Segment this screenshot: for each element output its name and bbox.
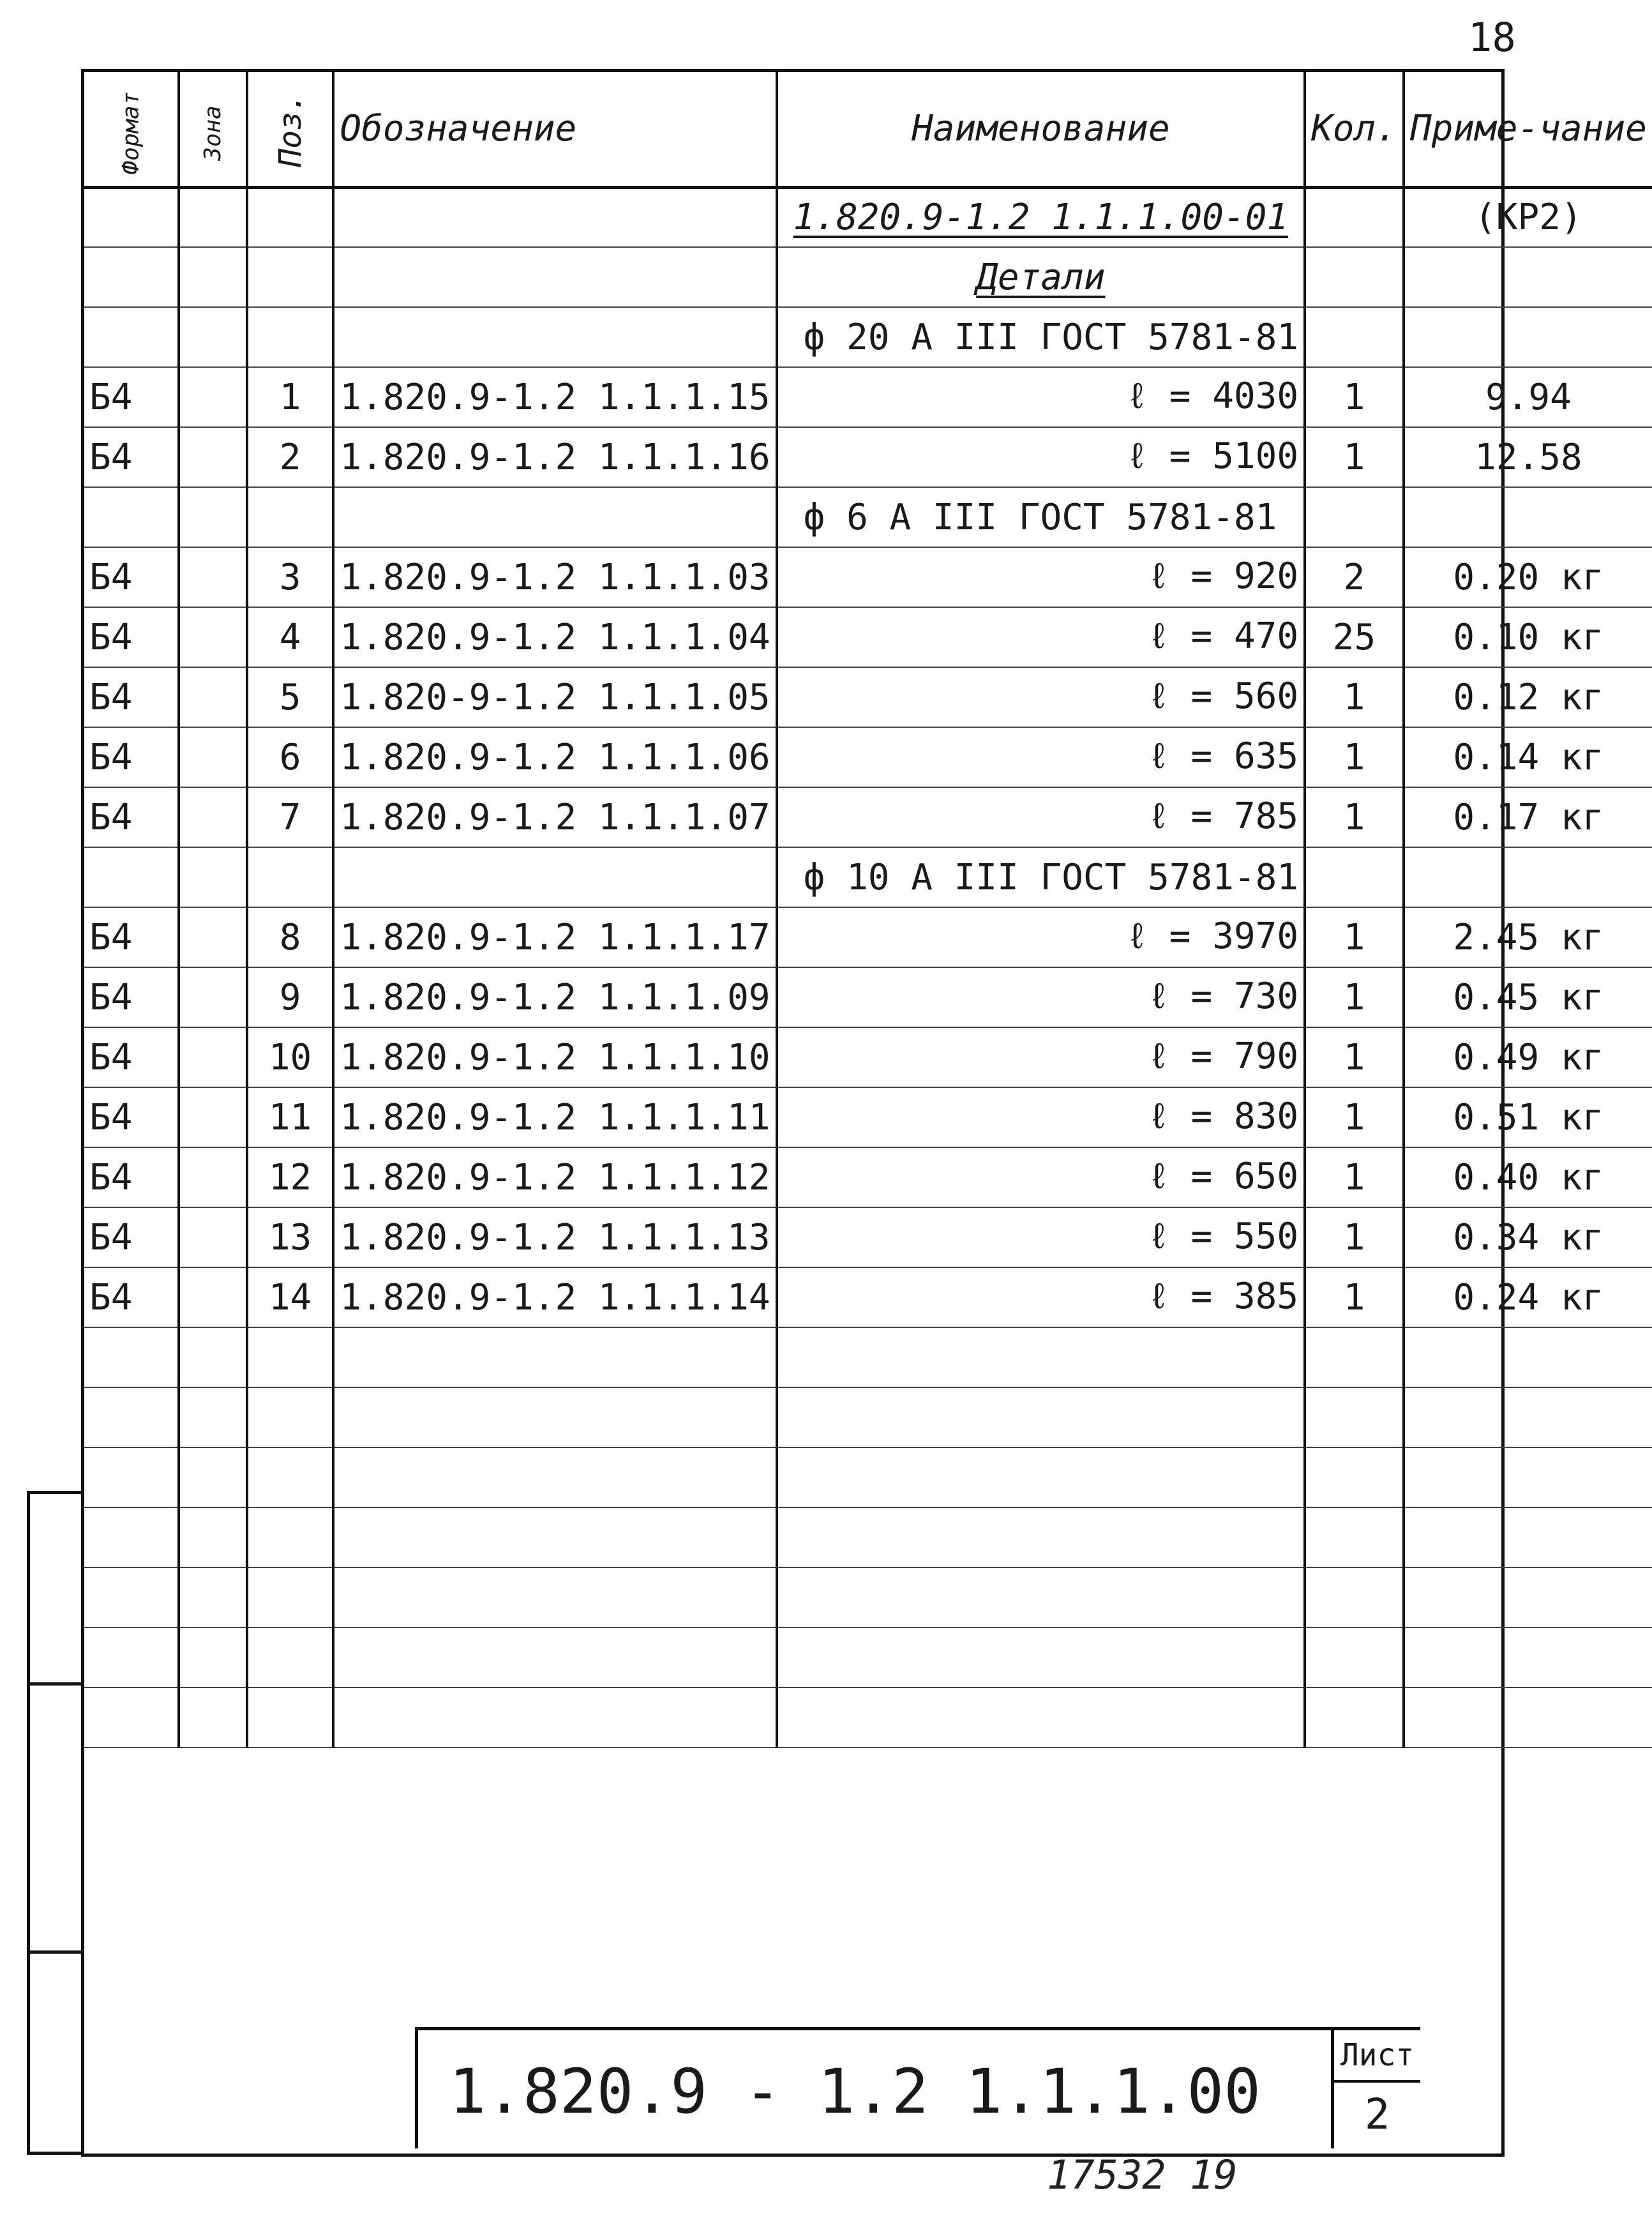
qty-cell <box>1305 1567 1404 1627</box>
format-cell: Б4 <box>84 547 179 607</box>
zone-cell <box>179 367 247 427</box>
format-cell: Б4 <box>84 1087 179 1147</box>
qty-cell <box>1305 247 1404 307</box>
table-row <box>84 367 1652 427</box>
pos-cell <box>247 487 334 547</box>
format-cell: Б4 <box>84 907 179 967</box>
zone-cell <box>179 1687 247 1747</box>
document-designation: 1.820.9 - 1.2 1.1.1.00 <box>449 2056 1261 2127</box>
designation-cell: 1.820.9-1.2 1.1.1.13 <box>333 1207 776 1267</box>
note-cell: 0.45 кг <box>1404 967 1652 1027</box>
table-row <box>84 967 1652 1027</box>
note-cell: 0.20 кг <box>1404 547 1652 607</box>
qty-cell <box>1305 187 1404 247</box>
table-row <box>84 787 1652 847</box>
zone-cell <box>179 1027 247 1087</box>
pos-cell: 7 <box>247 787 334 847</box>
designation-cell <box>333 247 776 307</box>
qty-cell: 1 <box>1305 967 1404 1027</box>
qty-cell <box>1305 307 1404 367</box>
designation-cell <box>333 1507 776 1567</box>
page-number: 18 <box>1468 14 1516 61</box>
pos-cell: 5 <box>247 667 334 727</box>
format-cell: Б4 <box>84 727 179 787</box>
format-cell: Б4 <box>84 1027 179 1087</box>
note-cell: 9.94 <box>1404 367 1652 427</box>
pos-cell: 6 <box>247 727 334 787</box>
designation-cell <box>333 307 776 367</box>
table-row <box>84 727 1652 787</box>
note-cell <box>1404 1507 1652 1567</box>
format-cell: Б4 <box>84 427 179 487</box>
qty-cell: 1 <box>1305 1087 1404 1147</box>
note-cell: 0.17 кг <box>1404 787 1652 847</box>
qty-cell <box>1305 1507 1404 1567</box>
zone-cell <box>179 727 247 787</box>
note-cell: 0.40 кг <box>1404 1147 1652 1207</box>
note-cell: 0.10 кг <box>1404 607 1652 667</box>
table-row <box>84 247 1652 307</box>
format-cell <box>84 1447 179 1507</box>
format-cell <box>84 1507 179 1567</box>
name-cell <box>777 1447 1305 1507</box>
archive-stamp: 17532 19 <box>1047 2152 1238 2198</box>
table-row <box>84 1627 1652 1687</box>
binding-divider <box>30 1682 84 1686</box>
spec-table <box>84 72 1652 1748</box>
format-cell <box>84 307 179 367</box>
format-cell: Б4 <box>84 787 179 847</box>
zone-cell <box>179 1267 247 1327</box>
table-row <box>84 1507 1652 1567</box>
note-cell <box>1404 1687 1652 1747</box>
format-cell <box>84 1687 179 1747</box>
col-note: Приме-чание <box>1404 72 1652 187</box>
format-cell: Б4 <box>84 667 179 727</box>
note-cell <box>1404 247 1652 307</box>
name-cell: ℓ = 790 <box>777 1027 1305 1087</box>
qty-cell: 25 <box>1305 607 1404 667</box>
qty-cell: 1 <box>1305 1267 1404 1327</box>
name-cell <box>777 1687 1305 1747</box>
note-cell: 0.49 кг <box>1404 1027 1652 1087</box>
designation-cell <box>333 1447 776 1507</box>
pos-cell: 3 <box>247 547 334 607</box>
sheet-number: 2 <box>1364 2090 1390 2139</box>
name-cell: ф 6 А III ГОСТ 5781-81 <box>777 487 1305 547</box>
pos-cell <box>247 1507 334 1567</box>
note-cell: 2.45 кг <box>1404 907 1652 967</box>
table-row <box>84 427 1652 487</box>
name-cell: 1.820.9-1.2 1.1.1.00-01 <box>777 187 1305 247</box>
table-row <box>84 847 1652 907</box>
designation-cell: 1.820-9-1.2 1.1.1.05 <box>333 667 776 727</box>
designation-cell: 1.820.9-1.2 1.1.1.07 <box>333 787 776 847</box>
qty-cell: 2 <box>1305 547 1404 607</box>
note-cell: 0.12 кг <box>1404 667 1652 727</box>
designation-cell <box>333 187 776 247</box>
format-cell <box>84 1627 179 1687</box>
pos-cell: 13 <box>247 1207 334 1267</box>
table-header <box>84 72 1652 187</box>
name-cell <box>777 1327 1305 1387</box>
zone-cell <box>179 1147 247 1207</box>
note-cell <box>1404 307 1652 367</box>
format-cell: Б4 <box>84 1147 179 1207</box>
col-pos: Поз. <box>247 72 334 187</box>
format-cell: Б4 <box>84 1207 179 1267</box>
name-cell: ℓ = 635 <box>777 727 1305 787</box>
name-cell: ℓ = 785 <box>777 787 1305 847</box>
col-designation: Обозначение <box>333 72 776 187</box>
name-cell: ℓ = 830 <box>777 1087 1305 1147</box>
zone-cell <box>179 1387 247 1447</box>
note-cell <box>1404 1627 1652 1687</box>
format-cell: Б4 <box>84 967 179 1027</box>
qty-cell <box>1305 1447 1404 1507</box>
qty-cell <box>1305 1327 1404 1387</box>
qty-cell <box>1305 1387 1404 1447</box>
note-cell: (КР2) <box>1404 187 1652 247</box>
name-cell: ℓ = 470 <box>777 607 1305 667</box>
qty-cell: 1 <box>1305 667 1404 727</box>
name-cell: ℓ = 3970 <box>777 907 1305 967</box>
qty-cell: 1 <box>1305 787 1404 847</box>
zone-cell <box>179 787 247 847</box>
pos-cell <box>247 1387 334 1447</box>
pos-cell <box>247 847 334 907</box>
note-cell: 12.58 <box>1404 427 1652 487</box>
table-row <box>84 1147 1652 1207</box>
pos-cell <box>247 1567 334 1627</box>
designation-cell: 1.820.9-1.2 1.1.1.10 <box>333 1027 776 1087</box>
zone-cell <box>179 1507 247 1567</box>
name-cell: Детали <box>777 247 1305 307</box>
format-cell <box>84 487 179 547</box>
table-row <box>84 1567 1652 1627</box>
qty-cell: 1 <box>1305 367 1404 427</box>
pos-cell <box>247 1627 334 1687</box>
zone-cell <box>179 487 247 547</box>
table-row <box>84 1447 1652 1507</box>
designation-cell <box>333 1687 776 1747</box>
name-cell <box>777 1567 1305 1627</box>
col-name: Наименование <box>777 72 1305 187</box>
designation-cell <box>333 487 776 547</box>
pos-cell <box>247 1447 334 1507</box>
zone-cell <box>179 667 247 727</box>
name-cell <box>777 1387 1305 1447</box>
format-cell <box>84 847 179 907</box>
qty-cell <box>1305 1687 1404 1747</box>
format-cell <box>84 247 179 307</box>
designation-cell <box>333 1387 776 1447</box>
table-row <box>84 547 1652 607</box>
zone-cell <box>179 307 247 367</box>
note-cell <box>1404 1567 1652 1627</box>
pos-cell: 2 <box>247 427 334 487</box>
format-cell: Б4 <box>84 1267 179 1327</box>
pos-cell: 4 <box>247 607 334 667</box>
qty-cell <box>1305 487 1404 547</box>
zone-cell <box>179 1567 247 1627</box>
sheet-label: Лист <box>1334 2030 1420 2083</box>
name-cell: ℓ = 560 <box>777 667 1305 727</box>
zone-cell <box>179 907 247 967</box>
name-cell: ф 20 А III ГОСТ 5781-81 <box>777 307 1305 367</box>
zone-cell <box>179 1207 247 1267</box>
name-cell: ℓ = 4030 <box>777 367 1305 427</box>
designation-cell <box>333 1567 776 1627</box>
name-cell: ℓ = 5100 <box>777 427 1305 487</box>
qty-cell: 1 <box>1305 1207 1404 1267</box>
name-cell: ℓ = 650 <box>777 1147 1305 1207</box>
qty-cell <box>1305 1627 1404 1687</box>
designation-cell: 1.820.9-1.2 1.1.1.03 <box>333 547 776 607</box>
table-row <box>84 1687 1652 1747</box>
pos-cell: 14 <box>247 1267 334 1327</box>
note-cell <box>1404 1387 1652 1447</box>
binding-divider <box>30 1950 84 1954</box>
table-row <box>84 1087 1652 1147</box>
format-cell <box>84 187 179 247</box>
format-cell <box>84 1327 179 1387</box>
designation-cell: 1.820.9-1.2 1.1.1.06 <box>333 727 776 787</box>
binding-margin <box>27 1491 81 2155</box>
designation-cell: 1.820.9-1.2 1.1.1.09 <box>333 967 776 1027</box>
note-cell: 0.24 кг <box>1404 1267 1652 1327</box>
zone-cell <box>179 1447 247 1507</box>
name-cell: ф 10 А III ГОСТ 5781-81 <box>777 847 1305 907</box>
zone-cell <box>179 967 247 1027</box>
qty-cell: 1 <box>1305 727 1404 787</box>
pos-cell: 8 <box>247 907 334 967</box>
pos-cell <box>247 1327 334 1387</box>
zone-cell <box>179 427 247 487</box>
format-cell <box>84 1567 179 1627</box>
pos-cell <box>247 1687 334 1747</box>
pos-cell: 12 <box>247 1147 334 1207</box>
zone-cell <box>179 1327 247 1387</box>
name-cell: ℓ = 550 <box>777 1207 1305 1267</box>
format-cell: Б4 <box>84 367 179 427</box>
col-format: Формат <box>84 72 179 187</box>
table-row <box>84 607 1652 667</box>
zone-cell <box>179 187 247 247</box>
note-cell <box>1404 487 1652 547</box>
pos-cell: 11 <box>247 1087 334 1147</box>
table-row <box>84 1327 1652 1387</box>
zone-cell <box>179 1627 247 1687</box>
table-row <box>84 1027 1652 1087</box>
name-cell <box>777 1507 1305 1567</box>
spec-sheet <box>81 69 1647 2157</box>
designation-cell: 1.820.9-1.2 1.1.1.14 <box>333 1267 776 1327</box>
name-cell: ℓ = 385 <box>777 1267 1305 1327</box>
designation-cell <box>333 847 776 907</box>
qty-cell <box>1305 847 1404 907</box>
table-row <box>84 187 1652 247</box>
pos-cell <box>247 247 334 307</box>
note-cell <box>1404 1447 1652 1507</box>
name-cell: ℓ = 920 <box>777 547 1305 607</box>
table-row <box>84 307 1652 367</box>
zone-cell <box>179 1087 247 1147</box>
designation-cell: 1.820.9-1.2 1.1.1.17 <box>333 907 776 967</box>
note-cell <box>1404 1327 1652 1387</box>
designation-cell: 1.820.9-1.2 1.1.1.11 <box>333 1087 776 1147</box>
sheet-cell <box>1331 2030 1420 2148</box>
col-zone: Зона <box>179 72 247 187</box>
qty-cell: 1 <box>1305 427 1404 487</box>
note-cell <box>1404 847 1652 907</box>
pos-cell: 1 <box>247 367 334 427</box>
pos-cell: 10 <box>247 1027 334 1087</box>
pos-cell <box>247 307 334 367</box>
qty-cell: 1 <box>1305 1147 1404 1207</box>
zone-cell <box>179 547 247 607</box>
designation-cell: 1.820.9-1.2 1.1.1.15 <box>333 367 776 427</box>
name-cell: ℓ = 730 <box>777 967 1305 1027</box>
format-cell <box>84 1387 179 1447</box>
note-cell: 0.34 кг <box>1404 1207 1652 1267</box>
qty-cell: 1 <box>1305 907 1404 967</box>
pos-cell <box>247 187 334 247</box>
table-row <box>84 1267 1652 1327</box>
note-cell: 0.14 кг <box>1404 727 1652 787</box>
designation-cell: 1.820.9-1.2 1.1.1.12 <box>333 1147 776 1207</box>
designation-cell <box>333 1627 776 1687</box>
zone-cell <box>179 847 247 907</box>
table-row <box>84 487 1652 547</box>
table-row <box>84 1387 1652 1447</box>
designation-cell: 1.820.9-1.2 1.1.1.04 <box>333 607 776 667</box>
zone-cell <box>179 607 247 667</box>
zone-cell <box>179 247 247 307</box>
qty-cell: 1 <box>1305 1027 1404 1087</box>
note-cell: 0.51 кг <box>1404 1087 1652 1147</box>
table-row <box>84 667 1652 727</box>
table-row <box>84 1207 1652 1267</box>
pos-cell: 9 <box>247 967 334 1027</box>
name-cell <box>777 1627 1305 1687</box>
title-block <box>415 2027 1420 2148</box>
designation-cell: 1.820.9-1.2 1.1.1.16 <box>333 427 776 487</box>
table-row <box>84 907 1652 967</box>
designation-cell <box>333 1327 776 1387</box>
col-qty: Кол. <box>1305 72 1404 187</box>
format-cell: Б4 <box>84 607 179 667</box>
